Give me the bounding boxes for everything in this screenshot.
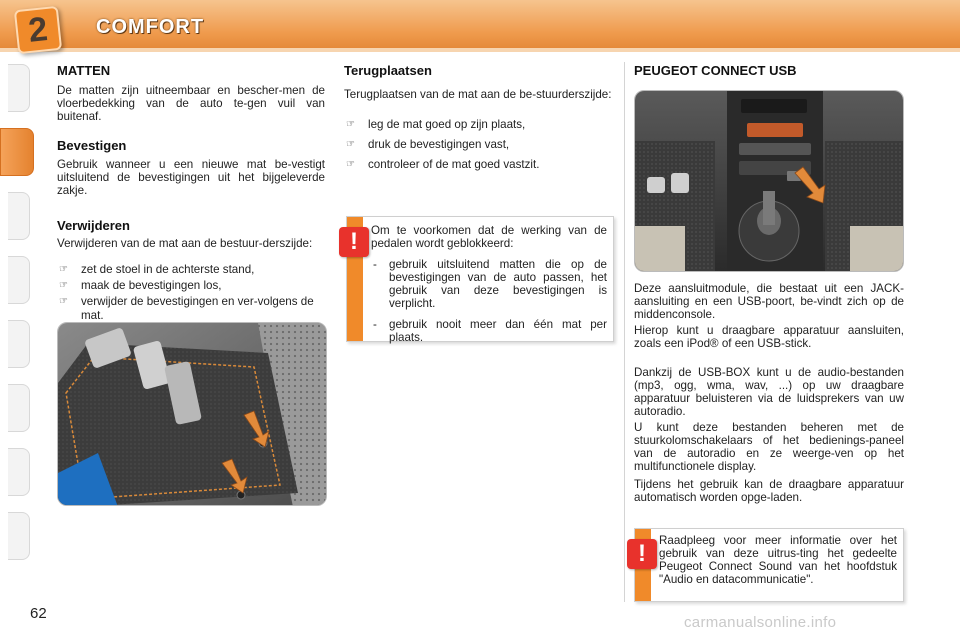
verwijderen-intro: Verwijderen van de mat aan de bestuur-derszijde: (57, 237, 313, 250)
column-divider (624, 62, 625, 602)
warning-intro: Om te voorkomen dat de werking van de pedalen wordt geblokkeerd: (371, 224, 607, 250)
header-divider (0, 48, 960, 52)
chapter-tab-2-active[interactable] (0, 128, 34, 176)
chapter-tab-8[interactable] (8, 512, 30, 560)
matten-heading: MATTEN (57, 63, 111, 78)
matten-text: De matten zijn uitneembaar en bescher-men de vloerbedekking van de auto te-gen vuil van buitenaf. (57, 84, 325, 123)
usb-paragraph-4: U kunt deze bestanden beheren met de stuurkolomschakelaars of het bedienings-paneel van de autoradio en ze weerge-ven op het multifunctionele display. (634, 421, 904, 473)
warning-text (371, 224, 607, 344)
usb-info-text: Raadpleeg voor meer informatie over het gebruik van deze uitrus-ting het gedeelte Peugeot Connect Sound van het hoofdstuk "Audio en datacommunicatie". (659, 534, 897, 586)
pointing-hand-icon: ☞ (346, 119, 355, 130)
center-console-image (634, 90, 904, 272)
usb-paragraph-1: Deze aansluitmodule, die bestaat uit een JACK-aansluiting en een USB-poort, be-vindt zich op de middenconsole. (634, 282, 904, 321)
chapter-tab-4[interactable] (8, 256, 30, 304)
verwijderen-heading: Verwijderen (57, 218, 130, 233)
chapter-tab-7[interactable] (8, 448, 30, 496)
pedal-warning-box (346, 216, 614, 342)
pointing-hand-icon: ☞ (59, 296, 68, 307)
list-item: ☞ leg de mat goed op zijn plaats, (346, 118, 526, 131)
verwijderen-list (57, 263, 325, 325)
pointing-hand-icon: ☞ (59, 264, 68, 275)
pointing-hand-icon: ☞ (346, 139, 355, 150)
chapter-tab-3[interactable] (8, 192, 30, 240)
chapter-number-badge: 2 (14, 6, 62, 54)
warning-icon: ! (627, 539, 657, 569)
chapter-tab-6[interactable] (8, 384, 30, 432)
floor-mat-image (57, 322, 327, 506)
bevestigen-heading: Bevestigen (57, 138, 127, 153)
usb-info-box (634, 528, 904, 602)
terugplaatsen-intro: Terugplaatsen van de mat aan de be-stuurderszijde: (344, 88, 612, 101)
usb-paragraph-3: Dankzij de USB-BOX kunt u de audio-bestanden (mp3, ogg, wma, wav, ...) op uw draagbare apparatuur beluisteren via de luidsprekers van uw autoradio. (634, 366, 904, 418)
list-item: ☞ druk de bevestigingen vast, (346, 138, 510, 151)
usb-paragraph-2: Hierop kunt u draagbare apparatuur aansluiten, zoals een iPod® of een USB-stick. (634, 324, 904, 350)
bevestigen-text: Gebruik wanneer u een nieuwe mat be-vestigt uitsluitend de bevestigingen uit het bijgeleverde zakje. (57, 158, 325, 197)
usb-paragraph-5: Tijdens het gebruik kan de draagbare apparatuur automatisch worden opge-laden. (634, 478, 904, 504)
warning-icon: ! (339, 227, 369, 257)
pointing-hand-icon: ☞ (59, 280, 68, 291)
list-item: ☞ controleer of de mat goed vastzit. (346, 158, 540, 171)
watermark: carmanualsonline.info (684, 614, 837, 631)
terugplaatsen-list (344, 117, 614, 177)
peugeot-connect-usb-heading: PEUGEOT CONNECT USB (634, 63, 797, 78)
list-item: ☞ verwijder de bevestigingen en ver-volgens de mat. (59, 295, 314, 322)
list-item: ☞ zet de stoel in de achterste stand, (59, 263, 255, 276)
chapter-tab-5[interactable] (8, 320, 30, 368)
chapter-tab-1[interactable] (8, 64, 30, 112)
list-item: ☞ maak de bevestigingen los, (59, 279, 222, 292)
page-number: 62 (30, 605, 47, 622)
chapter-tab-rail (0, 64, 34, 576)
chapter-title: COMFORT (96, 16, 205, 38)
terugplaatsen-heading: Terugplaatsen (344, 63, 432, 78)
warning-item: - gebruik uitsluitend matten die op de bevestigingen van de auto passen, het gebruik van deze bevestigingen is verplicht. (373, 258, 607, 310)
pointing-hand-icon: ☞ (346, 159, 355, 170)
warning-item: - gebruik nooit meer dan één mat per plaats. (373, 318, 607, 344)
